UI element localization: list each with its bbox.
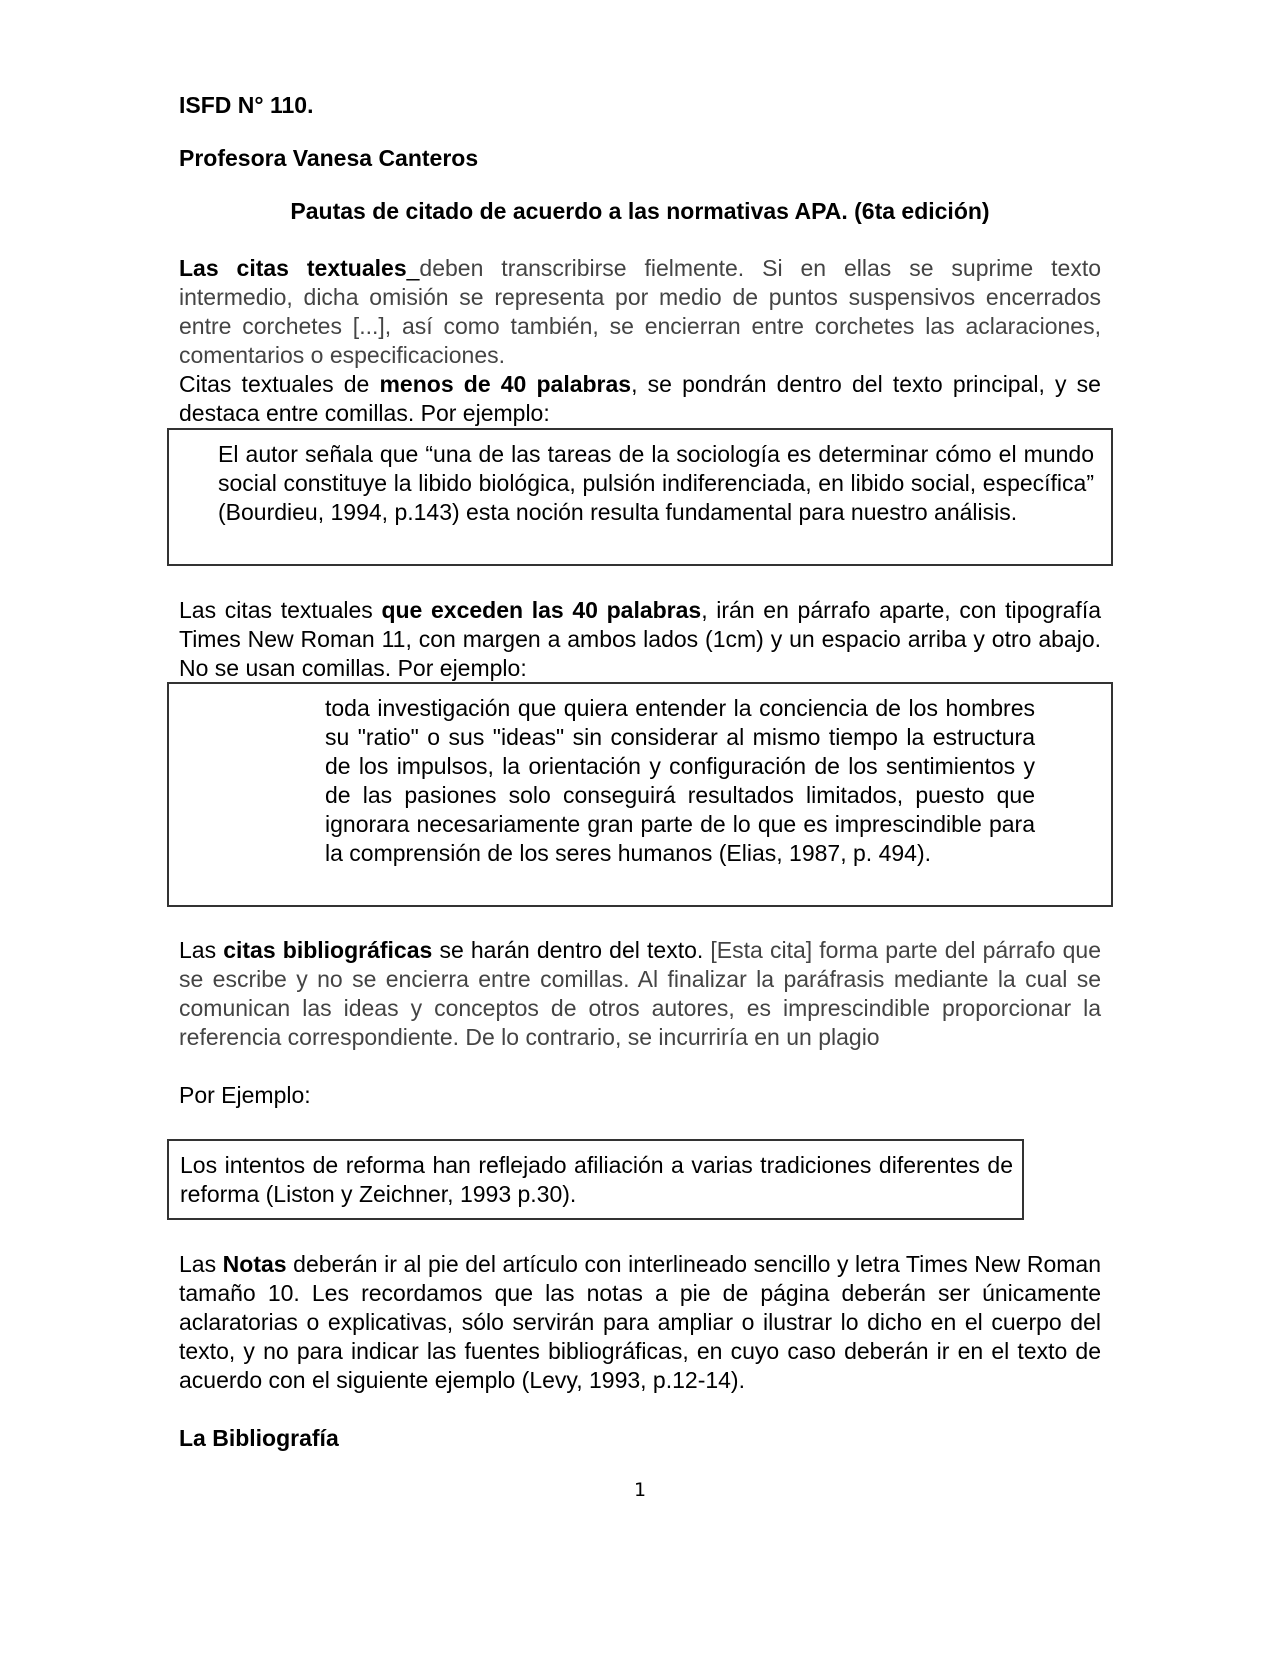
example-long-quote: toda investigación que quiera entender la conciencia de los hombres su "ratio" o sus "ideas" sin considerar al mismo tiempo la estructura de los impulsos, la orientación y configuración de los sentimientos y de las pasiones solo conseguirá resultados limitados, puesto que ignorara necesariamente gran parte de lo que es imprescindible para la comprensión de los seres humanos (Elias, 1987, p. 494). bbox=[325, 695, 1035, 866]
textual-citations-paragraph bbox=[179, 254, 1101, 370]
long-quote-term: que exceden las 40 palabras bbox=[381, 597, 702, 623]
notes-text-a: Las bbox=[179, 1251, 223, 1277]
bibliographic-citations-paragraph bbox=[179, 936, 1101, 1052]
institution-line: ISFD N° 110. bbox=[179, 92, 314, 118]
document-title: Pautas de citado de acuerdo a las normativas APA. (6ta edición) bbox=[290, 198, 990, 224]
bibliography-heading: La Bibliografía bbox=[179, 1425, 339, 1451]
example-short-quote: El autor señala que “una de las tareas de la sociología es determinar cómo el mundo social constituye la libido biológica, pulsión indiferenciada, en libido social, específica” (Bourdieu, 1994, p.143) esta noción resulta fundamental para nuestro análisis. bbox=[218, 441, 1094, 525]
textual-citations-text: deben transcribirse fielmente. Si en ellas se suprime texto intermedio, dicha omisión se representa por medio de puntos suspensivos encerrados entre corchetes [...], así como también, se encierran entre corchetes las aclaraciones, comentarios o especificaciones. bbox=[179, 255, 1102, 368]
long-quote-text-b: , irán en párrafo aparte, con tipografía Times New Roman 11, con margen a ambos lados (1cm) y un espacio arriba y otro abajo. No se usan comillas. Por ejemplo: bbox=[179, 597, 1101, 681]
textual-citations-term: Las citas textuales bbox=[179, 255, 407, 281]
long-quote-paragraph bbox=[179, 596, 1101, 683]
underscore-mark: _ bbox=[406, 255, 420, 281]
example-box-bib-citation bbox=[167, 1139, 1024, 1220]
short-quote-text-a: Citas textuales de bbox=[179, 371, 380, 397]
notes-term: Notas bbox=[222, 1251, 287, 1277]
page-number: 1 bbox=[633, 1479, 647, 1501]
bib-term: citas bibliográficas bbox=[223, 937, 433, 963]
bib-text-b: se harán dentro del texto. bbox=[432, 937, 704, 963]
example-box-long-quote bbox=[167, 682, 1113, 907]
notes-paragraph bbox=[179, 1250, 1101, 1395]
short-quote-paragraph bbox=[179, 370, 1101, 428]
short-quote-term: menos de 40 palabras bbox=[379, 371, 632, 397]
teacher-line: Profesora Vanesa Canteros bbox=[179, 145, 479, 171]
example-box-short-quote bbox=[167, 428, 1113, 566]
long-quote-text-a: Las citas textuales bbox=[179, 597, 382, 623]
por-ejemplo-label: Por Ejemplo: bbox=[179, 1082, 311, 1108]
example-bib-citation: Los intentos de reforma han reflejado afiliación a varias tradiciones diferentes de reforma (Liston y Zeichner, 1993 p.30). bbox=[180, 1152, 1013, 1207]
notes-text-b: deberán ir al pie del artículo con interlineado sencillo y letra Times New Roman tamaño 10. Les recordamos que las notas a pie de página deberán ser únicamente aclaratorias o explicativas, sólo servirán para ampliar o ilustrar lo dicho en el cuerpo del texto, y no para indicar las fuentes bibliográficas, en cuyo caso deberán ir en el texto de acuerdo con el siguiente ejemplo (Levy, 1993, p.12-14). bbox=[179, 1251, 1101, 1393]
short-quote-text-b: , se pondrán dentro del texto principal, y se destaca entre comillas. Por ejemplo: bbox=[179, 371, 1101, 426]
bib-text-gray: [Esta cita] forma parte del párrafo que se escribe y no se encierra entre comillas. Al finalizar la paráfrasis mediante la cual se comunican las ideas y conceptos de otros autores, es imprescindible proporcionar la referencia correspondiente. De lo contrario, se incurriría en un plagio bbox=[179, 937, 1101, 1050]
bib-text-a: Las bbox=[179, 937, 224, 963]
